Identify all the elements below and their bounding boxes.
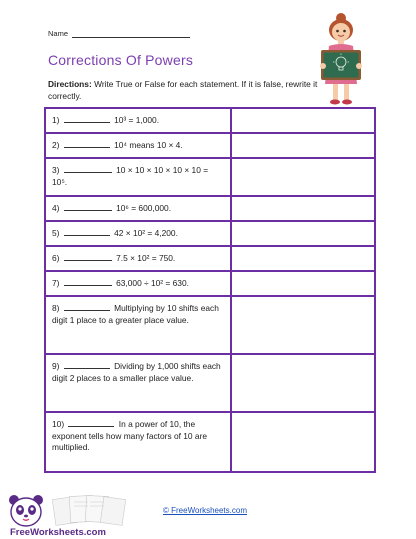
name-label: Name xyxy=(48,29,69,38)
correction-cell[interactable] xyxy=(232,297,374,353)
answer-blank[interactable] xyxy=(64,165,112,173)
question-text: 4) 10⁶ = 600,000. xyxy=(46,197,232,220)
answer-blank[interactable] xyxy=(64,253,112,261)
question-row-1 xyxy=(46,109,374,134)
answer-blank[interactable] xyxy=(64,361,110,369)
freeworksheets-logo-icon xyxy=(4,492,150,538)
correction-cell[interactable] xyxy=(232,109,374,132)
correction-cell[interactable] xyxy=(232,159,374,195)
question-row-10 xyxy=(46,413,374,471)
question-text: 5) 42 × 10² = 4,200. xyxy=(46,222,232,245)
question-row-5 xyxy=(46,222,374,247)
correction-cell[interactable] xyxy=(232,247,374,270)
copyright-link[interactable]: © FreeWorksheets.com xyxy=(163,506,247,515)
name-field xyxy=(48,29,190,38)
correction-cell[interactable] xyxy=(232,272,374,295)
answer-blank[interactable] xyxy=(68,419,114,427)
question-text: 10) In a power of 10, the exponent tells how many factors of 10 are multiplied. xyxy=(46,413,232,471)
correction-cell[interactable] xyxy=(232,355,374,411)
correction-cell[interactable] xyxy=(232,134,374,157)
answer-blank[interactable] xyxy=(64,203,112,211)
answer-blank[interactable] xyxy=(64,228,110,236)
question-row-9 xyxy=(46,355,374,413)
directions-lead: Directions: xyxy=(48,79,92,89)
name-line[interactable] xyxy=(72,30,190,38)
question-text: 2) 10⁴ means 10 × 4. xyxy=(46,134,232,157)
question-row-8 xyxy=(46,297,374,355)
question-row-6 xyxy=(46,247,374,272)
question-text: 1) 10³ = 1,000. xyxy=(46,109,232,132)
question-row-3 xyxy=(46,159,374,197)
answer-blank[interactable] xyxy=(64,303,110,311)
answer-blank[interactable] xyxy=(64,115,110,123)
teacher-illustration-icon xyxy=(305,12,377,107)
question-text: 9) Dividing by 1,000 shifts each digit 2 places to a smaller place value. xyxy=(46,355,232,411)
questions-table xyxy=(44,107,376,473)
correction-cell[interactable] xyxy=(232,222,374,245)
directions-text: Write True or False for each statement. If it is false, rewrite it correctly. xyxy=(48,79,318,101)
question-text: 8) Multiplying by 10 shifts each digit 1 place to a greater place value. xyxy=(46,297,232,353)
question-text: 3) 10 × 10 × 10 × 10 × 10 = 10⁵. xyxy=(46,159,232,195)
question-text: 6) 7.5 × 10² = 750. xyxy=(46,247,232,270)
directions xyxy=(48,78,330,102)
question-row-7 xyxy=(46,272,374,297)
svg-text:FreeWorksheets.com: FreeWorksheets.com xyxy=(10,527,106,538)
question-row-4 xyxy=(46,197,374,222)
question-row-2 xyxy=(46,134,374,159)
answer-blank[interactable] xyxy=(64,278,112,286)
question-text: 7) 63,000 ÷ 10² = 630. xyxy=(46,272,232,295)
page-title: Corrections Of Powers xyxy=(48,52,194,68)
answer-blank[interactable] xyxy=(64,140,110,148)
correction-cell[interactable] xyxy=(232,197,374,220)
correction-cell[interactable] xyxy=(232,413,374,471)
